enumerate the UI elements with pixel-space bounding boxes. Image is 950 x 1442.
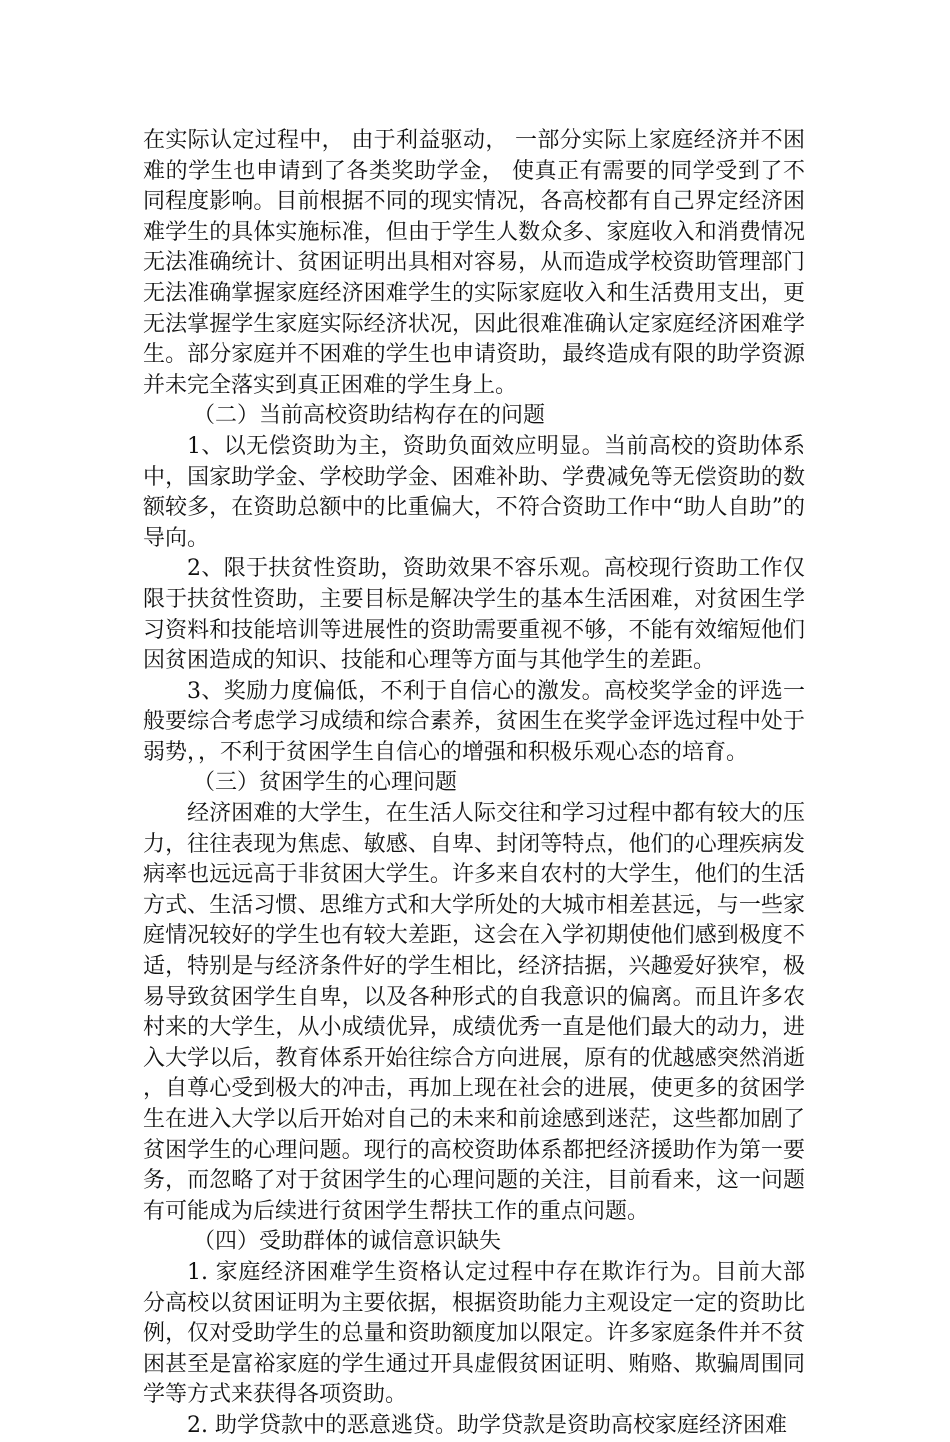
document-body: [143, 126, 805, 1442]
section-heading-4: （四）受助群体的诚信意识缺失: [193, 1229, 502, 1255]
section-heading-2: （二）当前高校资助结构存在的问题: [193, 403, 546, 429]
section-heading-3: （三）贫困学生的心理问题: [193, 770, 458, 796]
paragraph-point-3: 3、奖励力度偏低，不利于自信心的激发。高校奖学金的评选一般要综合考虑学习成绩和综合素养，贫困生在奖学金评选过程中处于弱势，，不利于贫困学生自信心的增强和积极乐观心态的培育。: [143, 678, 805, 765]
paragraph-fraud: 1. 家庭经济困难学生资格认定过程中存在欺诈行为。目前大部分高校以贫困证明为主要依据，根据资助能力主观设定一定的资助比例，仅对受助学生的总量和资助额度加以限定。许多家庭条件并不贫困甚至是富裕家庭的学生通过开具虚假贫困证明、贿赂、欺骗周围同学等方式来获得各项资助。: [143, 1259, 805, 1408]
paragraph-continued: 在实际认定过程中， 由于利益驱动， 一部分实际上家庭经济并不困难的学生也申请到了各类奖助学金， 使真正有需要的同学受到了不同程度影响。目前根据不同的现实情况，各高校都有自己界定经济困难学生的具体实施标准，但由于学生人数众多、家庭收入和消费情况无法准确统计、贫困证明出具相对容易，从而造成学校资助管理部门无法准确掌握家庭经济困难学生的实际家庭收入和生活费用支出，更无法掌握学生家庭实际经济状况，因此很难准确认定家庭经济困难学生。部分家庭并不困难的学生也申请资助，最终造成有限的助学资源并未完全落实到真正困难的学生身上。: [143, 128, 805, 398]
paragraph-psychology: 经济困难的大学生，在生活人际交往和学习过程中都有较大的压力，往往表现为焦虑、敏感、自卑、封闭等特点，他们的心理疾病发病率也远远高于非贫困大学生。许多来自农村的大学生，他们的生活方式、生活习惯、思维方式和大学所处的大城市相差甚远，与一些家庭情况较好的学生也有较大差距，这会在入学初期使他们感到极度不适，特别是与经济条件好的学生相比，经济拮据，兴趣爱好狭窄，极易导致贫困学生自卑，以及各种形式的自我意识的偏离。而且许多农村来的大学生，从小成绩优异，成绩优秀一直是他们最大的动力，进入大学以后，教育体系开始往综合方向进展，原有的优越感突然消逝，自尊心受到极大的冲击，再加上现在社会的进展，使更多的贫困学生在进入大学以后开始对自己的未来和前途感到迷茫，这些都加剧了贫困学生的心理问题。现行的高校资助体系都把经济援助作为第一要务，而忽略了对于贫困学生的心理问题的关注，目前看来，这一问题有可能成为后续进行贫困学生帮扶工作的重点问题。: [143, 801, 805, 1224]
paragraph-point-1: 1、以无偿资助为主，资助负面效应明显。当前高校的资助体系中，国家助学金、学校助学金、困难补助、学费减免等无偿资助的数额较多，在资助总额中的比重偏大，不符合资助工作中“助人自助”的导向。: [143, 433, 805, 551]
paragraph-loan: 2. 助学贷款中的恶意逃贷。助学贷款是资助高校家庭经济困难: [187, 1412, 787, 1438]
paragraph-point-2: 2、限于扶贫性资助，资助效果不容乐观。高校现行资助工作仅限于扶贫性资助，主要目标是解决学生的基本生活困难，对贫困生学习资料和技能培训等进展性的资助需要重视不够，不能有效缩短他们因贫困造成的知识、技能和心理等方面与其他学生的差距。: [143, 556, 805, 674]
